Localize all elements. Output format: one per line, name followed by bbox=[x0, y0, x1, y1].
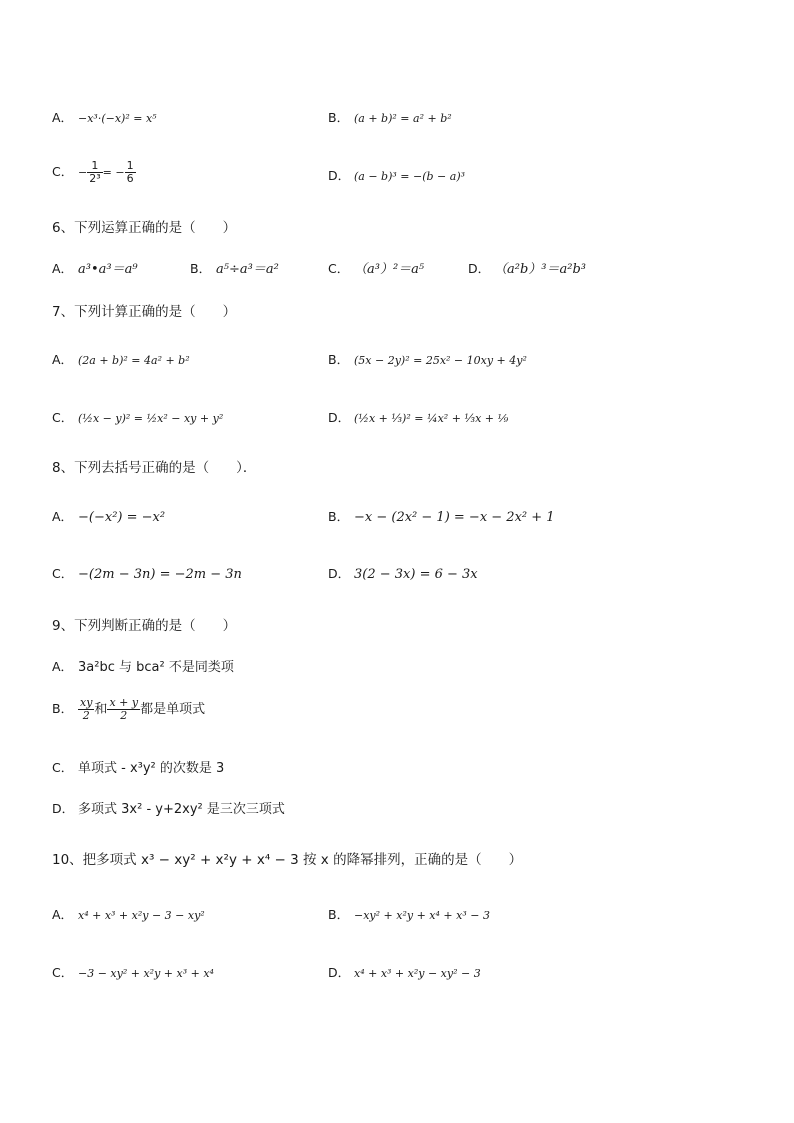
option-label: C． bbox=[52, 410, 74, 425]
option-label: D． bbox=[328, 965, 351, 980]
q5-option-c bbox=[52, 160, 136, 185]
option-expr: (5x − 2y)² = 25x² − 10xy + 4y² bbox=[354, 354, 527, 367]
option-label: C． bbox=[52, 760, 74, 775]
option-expr: x⁴ + x³ + x²y − 3 − xy² bbox=[78, 909, 205, 922]
option-expr: 3(2 − 3x) = 6 − 3x bbox=[354, 567, 478, 582]
option-expr: （a³）²＝a⁵ bbox=[354, 262, 425, 277]
option-expr: (a − b)³ = −(b − a)³ bbox=[354, 170, 466, 183]
option-label: D． bbox=[328, 410, 351, 425]
option-text: 3a²bc 与 bca² 不是同类项 bbox=[78, 660, 234, 675]
option-label: A． bbox=[52, 261, 74, 276]
q5-option-b bbox=[328, 108, 452, 126]
option-label: A． bbox=[52, 110, 74, 125]
q9-option-b bbox=[52, 697, 205, 722]
fraction-numerator: 1 bbox=[87, 160, 102, 173]
option-label: A． bbox=[52, 659, 74, 674]
option-label: C． bbox=[52, 965, 74, 980]
q7-option-c bbox=[52, 408, 223, 426]
option-label: C． bbox=[52, 164, 74, 179]
option-label: D． bbox=[328, 566, 351, 581]
q9-stem: 9、下列判断正确的是（ ） bbox=[52, 618, 237, 634]
option-label: B． bbox=[328, 907, 350, 922]
fraction-numerator: x + y bbox=[109, 696, 139, 709]
option-expr: a³•a³＝a⁹ bbox=[78, 262, 138, 277]
option-label: A． bbox=[52, 352, 74, 367]
q5-option-d bbox=[328, 166, 465, 184]
option-expr: （a²b）³＝a²b³ bbox=[494, 262, 586, 277]
q8-option-d bbox=[328, 564, 478, 582]
option-label: B． bbox=[328, 110, 350, 125]
q6-stem: 6、下列运算正确的是（ ） bbox=[52, 220, 237, 236]
q6-option-b bbox=[190, 258, 279, 277]
q8-stem: 8、下列去括号正确的是（ ）． bbox=[52, 460, 257, 476]
q6-option-c bbox=[328, 258, 424, 277]
option-label: A． bbox=[52, 509, 74, 524]
equals-minus: = − bbox=[102, 166, 125, 179]
conjunction-text: 和 bbox=[94, 702, 108, 717]
q10-option-c bbox=[52, 963, 214, 981]
fraction bbox=[125, 160, 136, 185]
option-label: D． bbox=[468, 261, 491, 276]
option-label: D． bbox=[328, 168, 351, 183]
q9-option-a bbox=[52, 656, 234, 675]
option-expr: −3 − xy² + x²y + x³ + x⁴ bbox=[78, 967, 214, 980]
q6-option-d bbox=[468, 258, 586, 277]
q8-option-c bbox=[52, 564, 242, 582]
option-expr: (½x + ⅓)² = ¼x² + ⅓x + ⅑ bbox=[354, 412, 509, 425]
option-label: B． bbox=[190, 261, 212, 276]
q10-option-b bbox=[328, 905, 490, 923]
q10-stem: 10、把多项式 x³ − xy² + x²y + x⁴ − 3 按 x 的降幂排列，正确的是（ ） bbox=[52, 852, 523, 868]
option-text: 都是单项式 bbox=[140, 702, 206, 717]
option-expr: (a + b)² = a² + b² bbox=[354, 112, 452, 125]
q8-option-b bbox=[328, 507, 555, 525]
option-expr: −x − (2x² − 1) = −x − 2x² + 1 bbox=[354, 510, 555, 525]
fraction bbox=[87, 160, 102, 185]
q6-option-a bbox=[52, 258, 138, 277]
q9-option-d bbox=[52, 798, 285, 817]
option-expr: a⁵÷a³＝a² bbox=[216, 262, 279, 277]
q5-option-a bbox=[52, 108, 157, 126]
q10-option-d bbox=[328, 963, 481, 981]
q9-option-c bbox=[52, 757, 224, 776]
fraction-numerator: xy bbox=[80, 696, 93, 709]
option-label: D． bbox=[52, 801, 75, 816]
q7-option-a bbox=[52, 350, 190, 368]
fraction-denominator: 2 bbox=[82, 709, 90, 722]
option-label: C． bbox=[52, 566, 74, 581]
fraction-denominator: 6 bbox=[126, 172, 134, 185]
option-expr: (2a + b)² = 4a² + b² bbox=[78, 354, 190, 367]
q7-option-d bbox=[328, 408, 508, 426]
q8-option-a bbox=[52, 507, 165, 525]
option-expr: −(−x²) = −x² bbox=[78, 510, 166, 525]
option-expr: −(2m − 3n) = −2m − 3n bbox=[78, 567, 242, 582]
option-expr: −xy² + x²y + x⁴ + x³ − 3 bbox=[354, 909, 490, 922]
fraction-denominator: 2³ bbox=[89, 172, 101, 185]
option-label: B． bbox=[328, 509, 350, 524]
option-expr: (½x − y)² = ½x² − xy + y² bbox=[78, 412, 224, 425]
option-text: 单项式 - x³y² 的次数是 3 bbox=[78, 761, 225, 776]
fraction bbox=[78, 697, 94, 722]
option-label: C． bbox=[328, 261, 350, 276]
q7-option-b bbox=[328, 350, 527, 368]
option-expr: −x³·(−x)² = x⁵ bbox=[78, 112, 157, 125]
fraction-denominator: 2 bbox=[120, 709, 128, 722]
fraction-numerator: 1 bbox=[126, 159, 134, 172]
option-label: A． bbox=[52, 907, 74, 922]
option-label: B． bbox=[52, 701, 74, 716]
minus-sign: − bbox=[78, 166, 88, 179]
option-expr: x⁴ + x³ + x²y − xy² − 3 bbox=[354, 967, 481, 980]
option-label: B． bbox=[328, 352, 350, 367]
q10-option-a bbox=[52, 905, 205, 923]
option-text: 多项式 3x² - y+2xy² 是三次三项式 bbox=[78, 802, 285, 817]
fraction bbox=[107, 697, 140, 722]
q7-stem: 7、下列计算正确的是（ ） bbox=[52, 304, 237, 320]
